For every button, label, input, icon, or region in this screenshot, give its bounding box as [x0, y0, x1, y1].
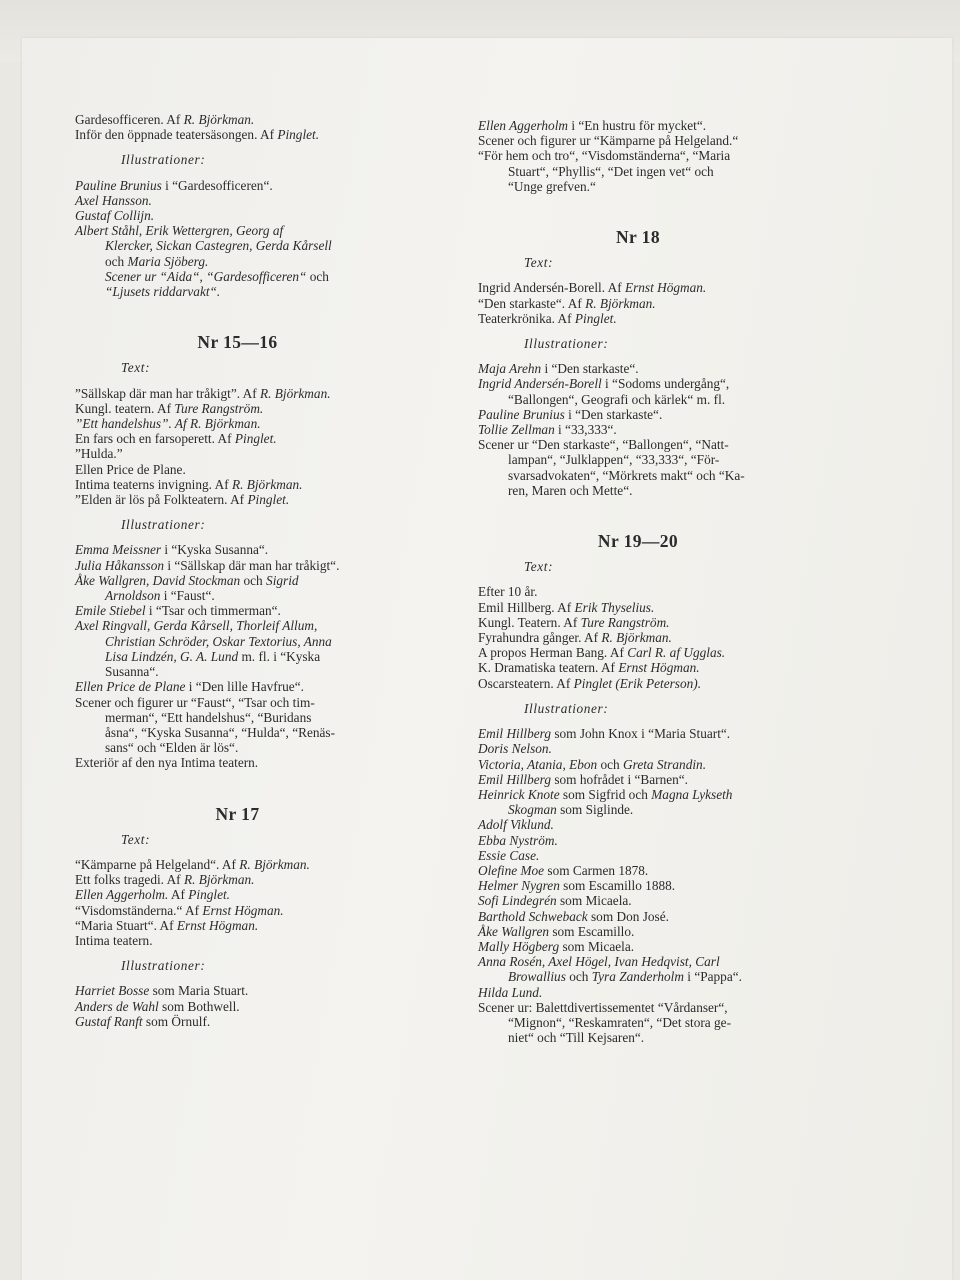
illustration-line [75, 634, 400, 649]
italic-span: Ellen Price de Plane [75, 679, 186, 695]
italic-span: R. Björkman. [585, 295, 656, 311]
text-span: En fars och en farsoperett. Af [75, 431, 235, 447]
italic-span: Christian Schröder, Oskar Textorius, Anna [105, 633, 332, 649]
illustration-line [75, 284, 400, 299]
text-span: niet“ och “Till Kejsaren“. [508, 1030, 645, 1046]
illustrations-label: Illustrationer: [121, 517, 206, 533]
text-span: Ellen Price de Plane. [75, 461, 186, 477]
italic-span: Julia Håkansson [75, 557, 165, 573]
italic-span: Pinglet. [247, 492, 290, 508]
text-label: Text: [121, 360, 151, 376]
italic-span: Emil Hillberg [478, 771, 552, 787]
illustration-line [75, 649, 400, 664]
text-line [75, 462, 400, 477]
illustration-line [75, 755, 400, 770]
illustration-line [478, 392, 798, 407]
text-line [478, 296, 798, 311]
text-line [75, 477, 400, 492]
illustration-line [75, 710, 400, 725]
text-span: som Don José. [587, 908, 669, 924]
illustration-line [75, 208, 400, 223]
italic-span: Harriet Bosse [75, 983, 150, 999]
text-line [75, 431, 400, 446]
italic-span: Ture Rangström. [174, 400, 264, 416]
text-span: i “Faust“. [160, 588, 215, 604]
text-span: som Siglinde. [556, 802, 634, 818]
italic-span: Arnoldson [105, 588, 161, 604]
text-span: m. fl. i “Kyska [238, 648, 321, 664]
italic-span: Hilda Lund. [478, 984, 543, 1000]
illustration-line [478, 939, 798, 954]
italic-span: Ellen Aggerholm [478, 118, 568, 133]
text-span: Intima teaterns invigning. Af [75, 476, 232, 492]
italic-span: Carl R. af Ugglas. [627, 645, 726, 661]
text-span: och [240, 572, 267, 588]
intro-line [478, 133, 798, 148]
text-span: i “Kyska Susanna“. [161, 542, 269, 558]
text-span: som Bothwell. [158, 998, 240, 1014]
text-span: Scener och figurer ur “Kämparne på Helgeland.“ [478, 133, 739, 149]
italic-span: R. Björkman. [260, 385, 331, 401]
illustration-line [478, 422, 798, 437]
illustration-line [478, 1000, 798, 1015]
italic-span: Helmer Nygren [478, 878, 560, 894]
text-span: ren, Maren och Mette“. [508, 482, 633, 498]
text-span: i “Den lille Havfrue“. [185, 679, 304, 695]
text-span: “För hem och tro“, “Visdomständerna“, “Maria [478, 148, 731, 164]
text-span: Kungl. Teatern. Af [478, 614, 581, 630]
illustration-line [75, 740, 400, 755]
italic-span: Victoria, Atania, Ebon [478, 756, 598, 772]
text-span: i “Tsar och timmerman“. [145, 603, 281, 619]
italic-span: Barthold Schweback [478, 908, 588, 924]
section-heading: Nr 18 [616, 227, 660, 248]
italic-span: Erik Thyselius. [574, 599, 655, 615]
illustration-line [75, 542, 400, 557]
text-span: som Sigfrid och [559, 786, 652, 802]
italic-span: Pinglet. [234, 431, 277, 447]
italic-span: Sofi Lindegrén [478, 893, 557, 909]
italic-span: Ernst Högman. [618, 660, 700, 676]
text-span: Exteriör af den nya Intima teatern. [75, 755, 259, 771]
text-span: “Mignon“, “Reskamraten“, “Det stora ge- [508, 1014, 732, 1030]
italic-span: Ernst Högman. [624, 280, 707, 296]
text-span: Inför den öppnade teatersäsongen. Af [75, 127, 278, 143]
italic-span: Essie Case. [478, 847, 540, 863]
text-span: i “Gardesofficeren“. [161, 177, 273, 193]
italic-span: Browallius [508, 969, 566, 985]
text-span: i “En hustru för mycket“. [568, 118, 707, 133]
italic-span: Anders de Wahl [75, 998, 159, 1014]
text-span: och [597, 756, 624, 772]
italic-span: Mally Högberg [478, 938, 560, 954]
illustration-line [75, 238, 400, 253]
illustration-line [478, 817, 798, 832]
illustration-line [478, 787, 798, 802]
intro-line [478, 148, 798, 163]
italic-span: Åke Wallgren [478, 923, 550, 939]
text-span: Teaterkrönika. Af [478, 310, 575, 326]
text-span: Stuart“, “Phyllis“, “Det ingen vet“ och [508, 163, 714, 179]
illustration-line [478, 468, 798, 483]
text-line [75, 492, 400, 507]
illustration-line [75, 558, 400, 573]
illustration-line [75, 725, 400, 740]
italic-span: Gustaf Collijn. [75, 208, 155, 224]
text-span: som hofrådet i “Barnen“. [551, 771, 688, 787]
italic-span: “Ljusets riddarvakt“. [105, 284, 221, 300]
illustration-line [75, 695, 400, 710]
text-span: åsna“, “Kyska Susanna“, “Hulda“, “Renäs- [105, 724, 336, 740]
illustration-line [75, 193, 400, 208]
text-span: “Maria Stuart“. Af [75, 917, 177, 933]
illustration-line [75, 664, 400, 679]
italic-span: Olefine Moe [478, 862, 545, 878]
italic-span: Sigrid [266, 572, 299, 588]
italic-span: Axel Ringvall, Gerda Kårsell, Thorleif Allum, [75, 618, 318, 634]
italic-span: Emile Stiebel [75, 603, 146, 619]
intro-line [75, 112, 400, 127]
italic-span: Tyra Zanderholm [591, 969, 684, 985]
text-span: som Escamillo. [549, 923, 635, 939]
text-span: i “Den starkaste“. [564, 406, 663, 422]
text-line [478, 600, 798, 615]
text-line [478, 676, 798, 691]
text-span: i “Sällskap där man har tråkigt“. [164, 557, 340, 573]
text-span: och [105, 253, 128, 269]
illustration-line [75, 588, 400, 603]
illustrations-label: Illustrationer: [524, 336, 609, 352]
italic-span: Magna Lykseth [651, 786, 733, 802]
text-span: K. Dramatiska teatern. Af [478, 660, 619, 676]
text-span: Gardesofficeren. Af [75, 112, 184, 127]
illustration-line [75, 178, 400, 193]
italic-span: Maria Sjöberg. [127, 253, 209, 269]
italic-span: Gustaf Ranft [75, 1013, 143, 1029]
text-span: svarsadvokaten“, “Mörkrets makt“ och “Ka- [508, 467, 745, 483]
illustration-line [75, 1014, 400, 1029]
illustration-line [478, 833, 798, 848]
illustration-line [478, 741, 798, 756]
text-span: och [565, 969, 592, 985]
italic-span: Anna Rosén, Axel Högel, Ivan Hedqvist, Carl [478, 954, 720, 970]
illustration-line [478, 437, 798, 452]
text-span: som Carmen 1878. [544, 862, 649, 878]
italic-span: Klercker, Sickan Castegren, Gerda Kårsell [105, 238, 332, 254]
illustration-line [478, 726, 798, 741]
text-span: Oscarsteatern. Af [478, 675, 574, 691]
text-span: i “Den starkaste“. [541, 361, 639, 377]
text-span: lampan“, “Julklappen“, “33,333“, “För- [508, 452, 720, 468]
text-line [478, 584, 798, 599]
illustration-line [478, 878, 798, 893]
italic-span: Pauline Brunius [75, 177, 162, 193]
text-line [75, 416, 400, 431]
text-span: “Kämparne på Helgeland“. Af [75, 856, 240, 872]
illustration-line [75, 983, 400, 998]
illustration-line [75, 269, 400, 284]
text-line [75, 887, 400, 902]
text-span: som Micaela. [559, 938, 635, 954]
text-line [75, 446, 400, 461]
text-span: som Maria Stuart. [149, 983, 249, 999]
illustration-line [478, 376, 798, 391]
intro-line [478, 118, 798, 133]
text-span: A propos Herman Bang. Af [478, 645, 628, 661]
text-span: Af [168, 887, 189, 903]
left-column [75, 112, 400, 1029]
illustration-line [478, 452, 798, 467]
illustration-line [75, 618, 400, 633]
illustration-line [478, 802, 798, 817]
text-line [75, 857, 400, 872]
illustration-line [478, 954, 798, 969]
text-span: som John Knox i “Maria Stuart“. [551, 726, 731, 742]
italic-span: Heinrick Knote [478, 786, 560, 802]
italic-span: Scener ur “Aida“, “Gardesofficeren“ [105, 268, 307, 284]
italic-span: Ingrid Andersén-Borell [478, 376, 602, 392]
italic-span: Pauline Brunius [478, 406, 565, 422]
illustration-line [478, 969, 798, 984]
text-span: Efter 10 år. [478, 584, 538, 600]
italic-span: Albert Ståhl, Erik Wettergren, Georg af [75, 223, 284, 239]
text-span: Scener och figurer ur “Faust“, “Tsar och tim- [75, 694, 315, 710]
text-span: merman“, “Ett handelshus“, “Buridans [105, 709, 312, 725]
text-span: Susanna“. [105, 664, 159, 680]
text-span: sans“ och “Elden är lös“. [105, 740, 239, 756]
illustration-line [75, 223, 400, 238]
section-heading: Nr 17 [215, 803, 260, 824]
text-span: Emil Hillberg. Af [478, 599, 575, 615]
text-span: “Unge grefven.“ [508, 178, 596, 194]
text-span: “Visdomständerna.“ Af [75, 902, 203, 918]
italic-span: Pinglet. [277, 127, 320, 143]
text-span: Intima teatern. [75, 932, 153, 948]
text-line [75, 918, 400, 933]
illustrations-label: Illustrationer: [121, 958, 206, 974]
italic-span: R. Björkman. [231, 476, 303, 492]
italic-span: Pinglet (Erik Peterson). [573, 675, 702, 691]
text-label: Text: [121, 831, 151, 847]
italic-span: Åke Wallgren, David Stockman [75, 572, 241, 588]
text-span: som Escamillo 1888. [559, 878, 676, 894]
text-line [478, 660, 798, 675]
text-span: och [306, 268, 329, 284]
text-line [478, 615, 798, 630]
italic-span: Emma Meissner [75, 542, 162, 558]
illustration-line [75, 573, 400, 588]
illustration-line [478, 863, 798, 878]
illustration-line [75, 999, 400, 1014]
intro-line [478, 164, 798, 179]
italic-span: Pinglet. [574, 310, 617, 326]
text-label: Text: [524, 559, 554, 575]
right-column [478, 118, 798, 1045]
italic-span: R. Björkman. [239, 856, 310, 872]
illustration-line [478, 1015, 798, 1030]
italic-span: Doris Nelson. [478, 741, 552, 757]
illustration-line [75, 679, 400, 694]
illustration-line [478, 407, 798, 422]
text-span: ”Hulda.” [75, 446, 123, 462]
illustration-line [478, 361, 798, 376]
text-span: Scener ur: Balettdivertissementet “Vårdanser“, [478, 999, 728, 1015]
section-heading: Nr 15—16 [197, 332, 278, 353]
text-line [478, 311, 798, 326]
section-heading: Nr 19—20 [597, 531, 679, 552]
illustration-line [478, 893, 798, 908]
illustration-line [75, 603, 400, 618]
text-span: ”Sällskap där man har tråkigt”. Af [75, 385, 260, 401]
text-line [75, 386, 400, 401]
text-span: i “33,333“. [554, 422, 617, 438]
italic-span: Ellen Aggerholm. [75, 887, 169, 903]
text-span: ”Elden är lös på Folkteatern. Af [75, 492, 248, 508]
text-label: Text: [524, 255, 554, 271]
italic-span: R. Björkman. [183, 112, 255, 127]
italic-span: Adolf Viklund. [478, 817, 554, 833]
italic-span: ”Ett handelshus”. Af R. Björkman. [75, 416, 261, 432]
text-line [478, 645, 798, 660]
italic-span: Pinglet. [188, 887, 231, 903]
italic-span: Ture Rangström. [580, 614, 670, 630]
illustration-line [478, 483, 798, 498]
italic-span: R. Björkman. [601, 630, 672, 646]
text-line [75, 933, 400, 948]
illustration-line [478, 985, 798, 1000]
italic-span: R. Björkman. [183, 872, 255, 888]
text-span: som Örnulf. [142, 1013, 211, 1029]
illustration-line [478, 757, 798, 772]
italic-span: Axel Hansson. [75, 192, 152, 208]
illustrations-label: Illustrationer: [524, 700, 609, 716]
italic-span: Ernst Högman. [176, 917, 259, 933]
italic-span: Ernst Högman. [202, 902, 284, 918]
text-line [478, 280, 798, 295]
italic-span: Lisa Lindzén, G. A. Lund [105, 648, 239, 664]
text-line [478, 630, 798, 645]
illustration-line [75, 254, 400, 269]
text-span: “Ballongen“, Geografi och kärlek“ m. fl. [508, 391, 726, 407]
text-span: Ingrid Andersén-Borell. Af [478, 280, 625, 296]
italic-span: Ebba Nyström. [478, 832, 558, 848]
illustration-line [478, 909, 798, 924]
text-line [75, 903, 400, 918]
text-span: Scener ur “Den starkaste“, “Ballongen“, “Natt- [478, 437, 729, 453]
italic-span: Greta Strandin. [623, 756, 707, 772]
text-line [75, 872, 400, 887]
italic-span: Tollie Zellman [478, 422, 555, 438]
illustration-line [478, 924, 798, 939]
italic-span: Skogman [508, 802, 557, 818]
intro-line [75, 127, 400, 142]
italic-span: Emil Hillberg [478, 726, 552, 742]
text-span: som Micaela. [556, 893, 632, 909]
illustration-line [478, 1030, 798, 1045]
illustrations-label: Illustrationer: [121, 152, 206, 168]
illustration-line [478, 772, 798, 787]
illustration-line [478, 848, 798, 863]
text-span: Ett folks tragedi. Af [75, 872, 184, 888]
intro-line [478, 179, 798, 194]
text-span: Kungl. teatern. Af [75, 400, 175, 416]
text-span: i “Sodoms undergång“, [601, 376, 730, 392]
text-line [75, 401, 400, 416]
italic-span: Maja Arehn [478, 361, 542, 377]
text-span: Fyrahundra gånger. Af [478, 630, 602, 646]
text-span: “Den starkaste“. Af [478, 295, 586, 311]
text-span: i “Pappa“. [683, 969, 742, 985]
